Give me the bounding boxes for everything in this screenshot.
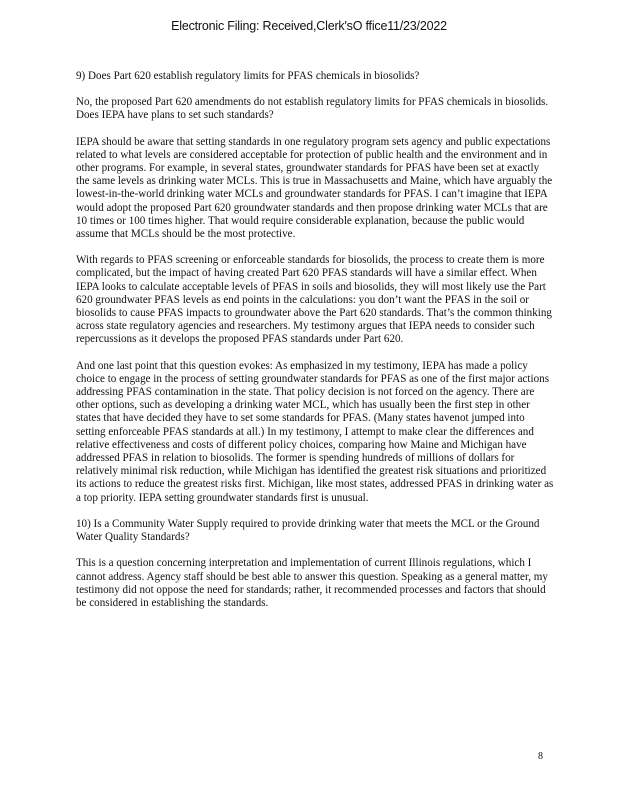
- document-body: [76, 70, 554, 623]
- paragraph-standards-expectations: IEPA should be aware that setting standards in one regulatory program sets agency and public expectations related to what levels are considered acceptable for protection of public health and the environment and in other programs. For example, in several states, groundwater standards for PFAS have been set at exactly the same levels as drinking water MCLs. This is true in Massachusetts and Maine, which have arguably the lowest-in-the-world drinking water MCLs and groundwater standards for PFAS. I can’t imagine that IEPA would adopt the proposed Part 620 groundwater standards and then propose drinking water MCLs that are 10 times or 100 times higher. That would require considerable explanation, because the public would assume that MCLs should be the most protective.: [76, 135, 553, 241]
- paragraph-part-620-limits: No, the proposed Part 620 amendments do not establish regulatory limits for PFAS chemicals in biosolids. Does IEPA have plans to set such standards?: [76, 96, 549, 122]
- electronic-filing-stamp: Electronic Filing: Received,Clerk'sO ffice11/23/2022: [171, 19, 447, 33]
- page-number: 8: [538, 751, 543, 762]
- paragraph-regulation-interpretation: This is a question concerning interpretation and implementation of current Illinois regulations, which I cannot address. Agency staff should be best able to answer this question. Speaking as a general matter, my testimony did not oppose the need for standards; rather, it recommended processes and factors that should be considered in establishing the standards.: [76, 557, 548, 609]
- paragraph-biosolids-screening: With regards to PFAS screening or enforceable standards for biosolids, the process to create them is more complicated, but the impact of having created Part 620 PFAS standards will have a similar effect. When IEPA looks to calculate acceptable levels of PFAS in soils and biosolids, they will most likely use the Part 620 groundwater PFAS levels as end points in the calculations: you don’t want the PFAS in the soil or biosolids to cause PFAS impacts to groundwater above the Part 620 standards. That’s the common thinking across state regulatory agencies and researchers. My testimony argues that IEPA needs to consider such repercussions as it develops the proposed PFAS standards under Part 620.: [76, 254, 552, 346]
- question-10: 10) Is a Community Water Supply required to provide drinking water that meets the MCL or the Ground Water Quality Standards?: [76, 517, 540, 544]
- question-9: 9) Does Part 620 establish regulatory limits for PFAS chemicals in biosolids?: [76, 70, 420, 82]
- paragraph-policy-choice: And one last point that this question evokes: As emphasized in my testimony, IEPA has made a policy choice to engage in the process of setting groundwater standards for PFAS as one of the first major actions addressing PFAS contamination in the state. That policy decision is not forced on the agency. There are other options, such as developing a drinking water MCL, which has usually been the first step in other states that have decided they have to set some standards for PFAS. (Many states havenot jumped into setting enforceable PFAS standards at all.) In my testimony, I attempt to make clear the differences and relative effectiveness and costs of different policy choices, comparing how Maine and Michigan have addressed PFAS in relation to biosolids. The former is spending hundreds of millions of dollars for relatively minimal risk reduction, while Michigan has identified the greatest risk situations and prioritized its actions to reduce the greatest risks first. Michigan, like most states, addressed PFAS in drinking water as a top priority. IEPA setting groundwater standards first is unusual.: [76, 359, 554, 504]
